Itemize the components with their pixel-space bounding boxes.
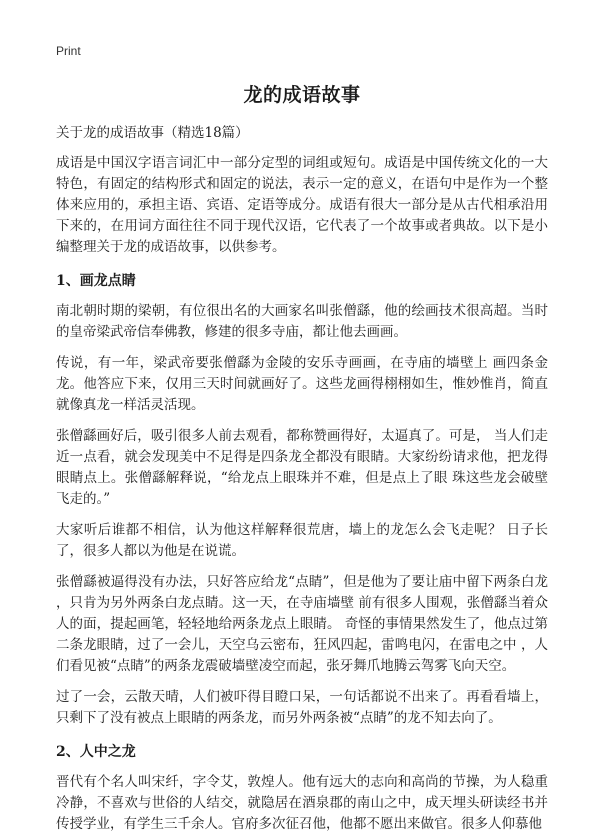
- section-1: [56, 270, 548, 729]
- section-paragraph: 大家听后谁都不相信，认为他这样解释很荒唐，墙上的龙怎么会飞走呢？ 日子长了，很多人都以为他是在说谎。: [56, 522, 548, 559]
- section-paragraph: 南北朝时期的梁朝，有位很出名的大画家名叫张僧繇，他的绘画技术很高超。当时的皇帝梁武帝信奉佛教，修建的很多寺庙，都让他去画画。: [56, 303, 548, 340]
- section-heading: 2、人中之龙: [56, 744, 136, 760]
- section-paragraph: 过了一会，云散天晴，人们被吓得目瞪口呆，一句话都说不出来了。再看看墙上，只剩下了没有被点上眼睛的两条龙，而另外两条被“点睛”的龙不知去向了。: [56, 689, 548, 726]
- section-paragraph: 晋代有个名人叫宋纤，字令艾，敦煌人。他有远大的志向和高尚的节操，为人稳重冷静，不喜欢与世俗的人结交，就隐居在酒泉郡的南山之中，成天埋头研读经书并传授学业，有学生三千余人。官府多次征召他，他都不愿出来做官。很多人仰慕他: [56, 774, 548, 832]
- section-2: [56, 741, 548, 835]
- intro-paragraph: 成语是中国汉字语言词汇中一部分定型的词组或短句。成语是中国传统文化的一大特色，有固定的结构形式和固定的说法，表示一定的意义，在语句中是作为一个整体来应用的，承担主语、宾语、定语等成分。成语有很大一部分是从古代相承沿用下来的，在用词方面往往不同于现代汉语，它代表了一个故事或者典故。以下是小编整理关于龙的成语故事，以供参考。: [56, 155, 548, 255]
- section-paragraph: 传说，有一年，梁武帝要张僧繇为金陵的安乐寺画画，在寺庙的墙壁上 画四条金龙。他答应下来，仅用三天时间就画好了。这些龙画得栩栩如生，惟妙惟肖，简直就像真龙一样活灵活现。: [56, 355, 548, 413]
- section-paragraph: 张僧繇画好后，吸引很多人前去观看，都称赞画得好，太逼真了。可是， 当人们走近一点看，就会发现美中不足得是四条龙全都没有眼睛。大家纷纷请求他，把龙得眼睛点上。张僧繇解释说，“给龙点上眼珠并不难，但是点上了眼 珠这些龙会破壁飞走的。”: [56, 428, 548, 507]
- section-heading: 1、画龙点睛: [56, 273, 136, 289]
- document-title: 龙的成语故事: [243, 84, 361, 106]
- document-subtitle: 关于龙的成语故事（精选18篇）: [56, 125, 249, 141]
- print-label: Print: [56, 44, 81, 58]
- section-paragraph: 张僧繇被逼得没有办法，只好答应给龙“点睛”，但是他为了要让庙中留下两条白龙 ，只肯为另外两条白龙点睛。这一天，在寺庙墙壁 前有很多人围观，张僧繇当着众人的面，提起画笔，轻轻地给两条龙点上眼睛。 奇怪的事情果然发生了，他点过第二条龙眼睛，过了一会儿，天空乌云密布，狂风四起，雷鸣电闪，在雷电之中 ，人们看见被“点睛”的两条龙震破墙壁凌空而起，张牙舞爪地腾云驾雾飞向天空。: [56, 574, 548, 674]
